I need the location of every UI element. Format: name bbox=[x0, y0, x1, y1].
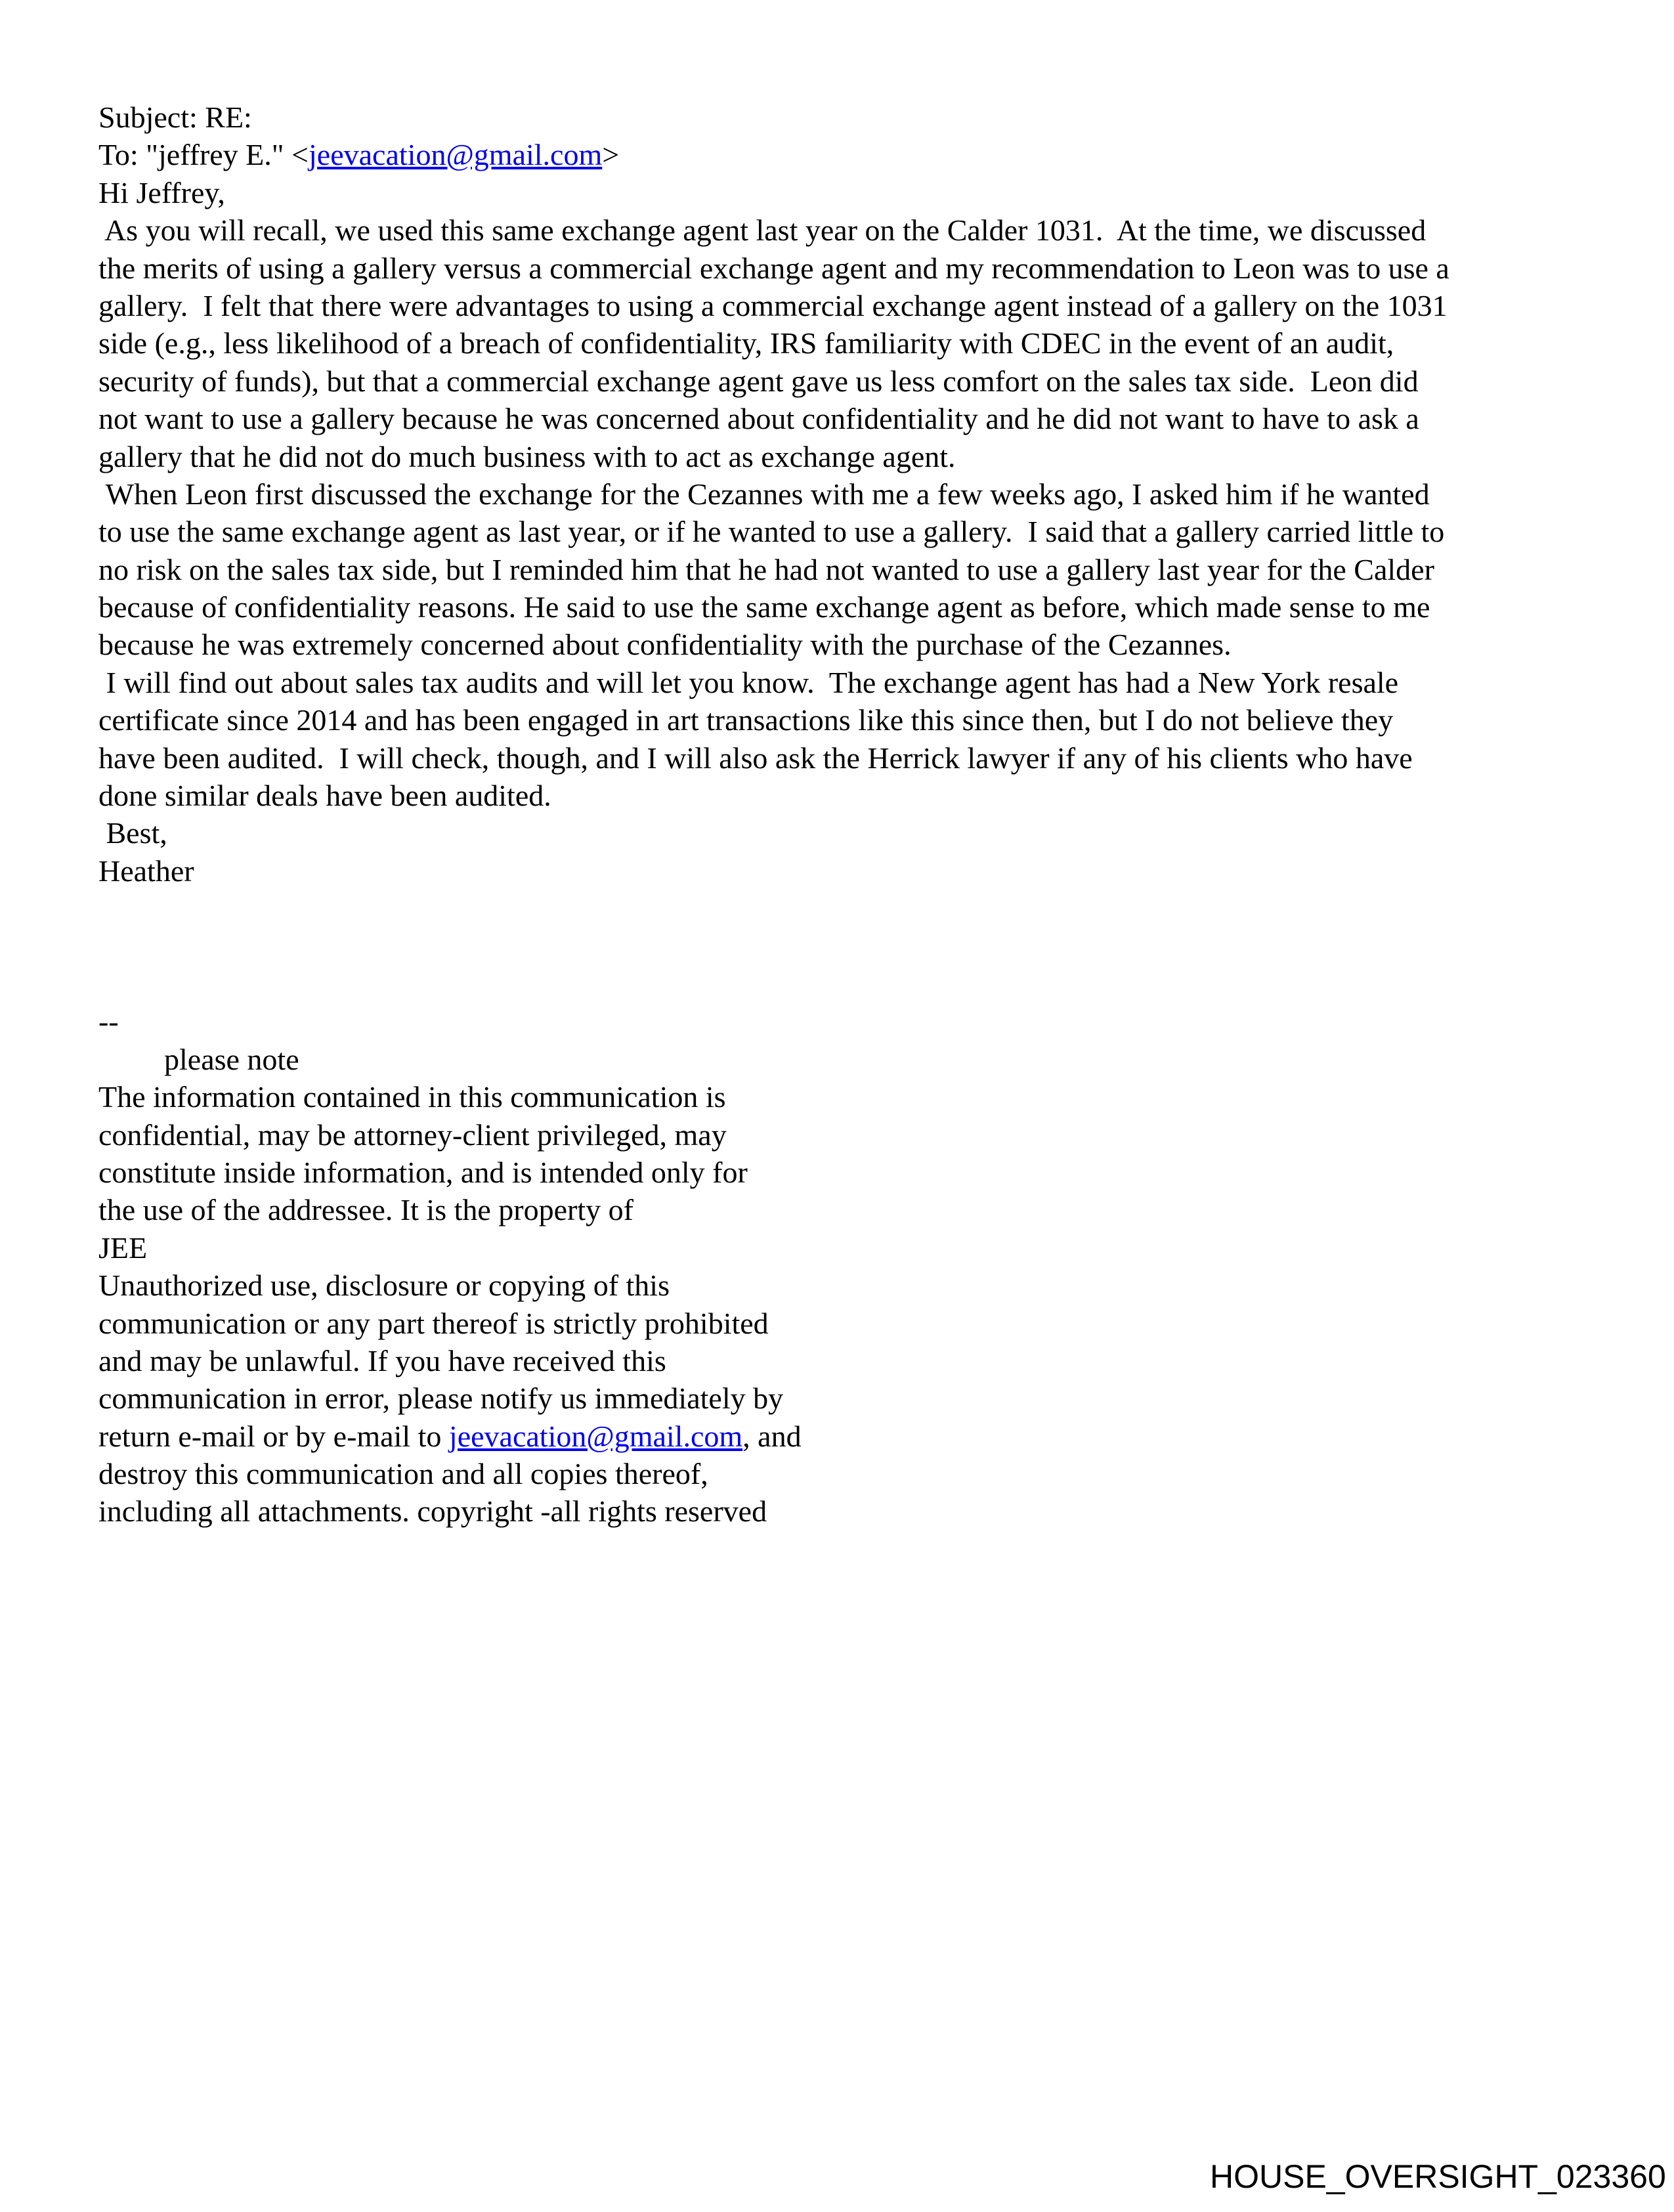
body-line: certificate since 2014 and has been engaged in art transactions like this since then, but I do not believe they bbox=[98, 703, 1394, 737]
body-line: to use the same exchange agent as last year, or if he wanted to use a gallery. I said that a gallery carried little to bbox=[98, 515, 1445, 549]
body-line: side (e.g., less likelihood of a breach of confidentiality, IRS familiarity with CDEC in the event of an audit, bbox=[98, 326, 1394, 360]
to-email-link[interactable]: jeevacation@gmail.com bbox=[309, 138, 603, 172]
return-email-link[interactable]: jeevacation@gmail.com bbox=[448, 1419, 743, 1453]
disclaimer-line: communication or any part thereof is strictly prohibited bbox=[98, 1306, 769, 1340]
disclaimer-return-line bbox=[98, 1418, 1449, 1455]
disclaimer-line: including all attachments. copyright -all rights reserved bbox=[98, 1494, 767, 1529]
body-line: As you will recall, we used this same exchange agent last year on the Calder 1031. At the time, we discussed bbox=[98, 213, 1427, 248]
disclaimer-line: confidential, may be attorney-client privileged, may bbox=[98, 1117, 727, 1152]
subject-line: Subject: RE: bbox=[98, 100, 252, 134]
disclaimer-line: the use of the addressee. It is the property of bbox=[98, 1193, 633, 1227]
disclaimer-line: constitute inside information, and is intended only for bbox=[98, 1155, 748, 1189]
to-line bbox=[98, 136, 1449, 173]
body-line: the merits of using a gallery versus a commercial exchange agent and my recommendation to Leon was to use a bbox=[98, 251, 1449, 285]
body-line: gallery that he did not do much business with to act as exchange agent. bbox=[98, 439, 956, 473]
body-line: security of funds), but that a commercial exchange agent gave us less comfort on the sales tax side. Leon did bbox=[98, 364, 1419, 398]
signature: Heather bbox=[98, 854, 194, 888]
body-line: because he was extremely concerned about confidentiality with the purchase of the Cezannes. bbox=[98, 628, 1232, 662]
to-prefix: To: "jeffrey E." < bbox=[98, 138, 309, 172]
return-suffix: , and bbox=[742, 1419, 802, 1453]
disclaimer-line: The information contained in this communication is bbox=[98, 1080, 726, 1114]
disclaimer-line: Unauthorized use, disclosure or copying of this bbox=[98, 1269, 670, 1303]
body-line: no risk on the sales tax side, but I reminded him that he had not wanted to use a gallery last year for the Calder bbox=[98, 552, 1434, 586]
disclaimer-line: and may be unlawful. If you have received this bbox=[98, 1343, 666, 1377]
email-body bbox=[98, 211, 1449, 814]
body-line: gallery. I felt that there were advantages to using a commercial exchange agent instead of a gallery on the 1031 bbox=[98, 288, 1448, 322]
closing: Best, bbox=[98, 816, 167, 850]
signature-separator: -- bbox=[98, 1005, 119, 1039]
body-line: because of confidentiality reasons. He said to use the same exchange agent as before, which made sense to me bbox=[98, 590, 1430, 624]
body-line: I will find out about sales tax audits and will let you know. The exchange agent has had a New York resale bbox=[98, 665, 1399, 699]
to-suffix: > bbox=[602, 138, 620, 172]
body-line: When Leon first discussed the exchange for the Cezannes with me a few weeks ago, I asked him if he wanted bbox=[98, 477, 1430, 511]
bates-number: HOUSE_OVERSIGHT_023360 bbox=[1210, 2158, 1666, 2195]
disclaimer-line: communication in error, please notify us immediately by bbox=[98, 1381, 784, 1416]
disclaimer-line: JEE bbox=[98, 1230, 148, 1265]
greeting: Hi Jeffrey, bbox=[98, 175, 225, 209]
body-line: done similar deals have been audited. bbox=[98, 779, 551, 813]
disclaimer-heading: please note bbox=[164, 1042, 299, 1076]
body-line: not want to use a gallery because he was concerned about confidentiality and he did not want to have to ask a bbox=[98, 402, 1419, 436]
disclaimer bbox=[98, 1003, 1449, 1530]
body-line: have been audited. I will check, though, and I will also ask the Herrick lawyer if any of his clients who have bbox=[98, 741, 1413, 775]
disclaimer-line: destroy this communication and all copies thereof, bbox=[98, 1457, 708, 1491]
email-document bbox=[98, 98, 1449, 1530]
return-prefix: return e-mail or by e-mail to bbox=[98, 1419, 449, 1453]
